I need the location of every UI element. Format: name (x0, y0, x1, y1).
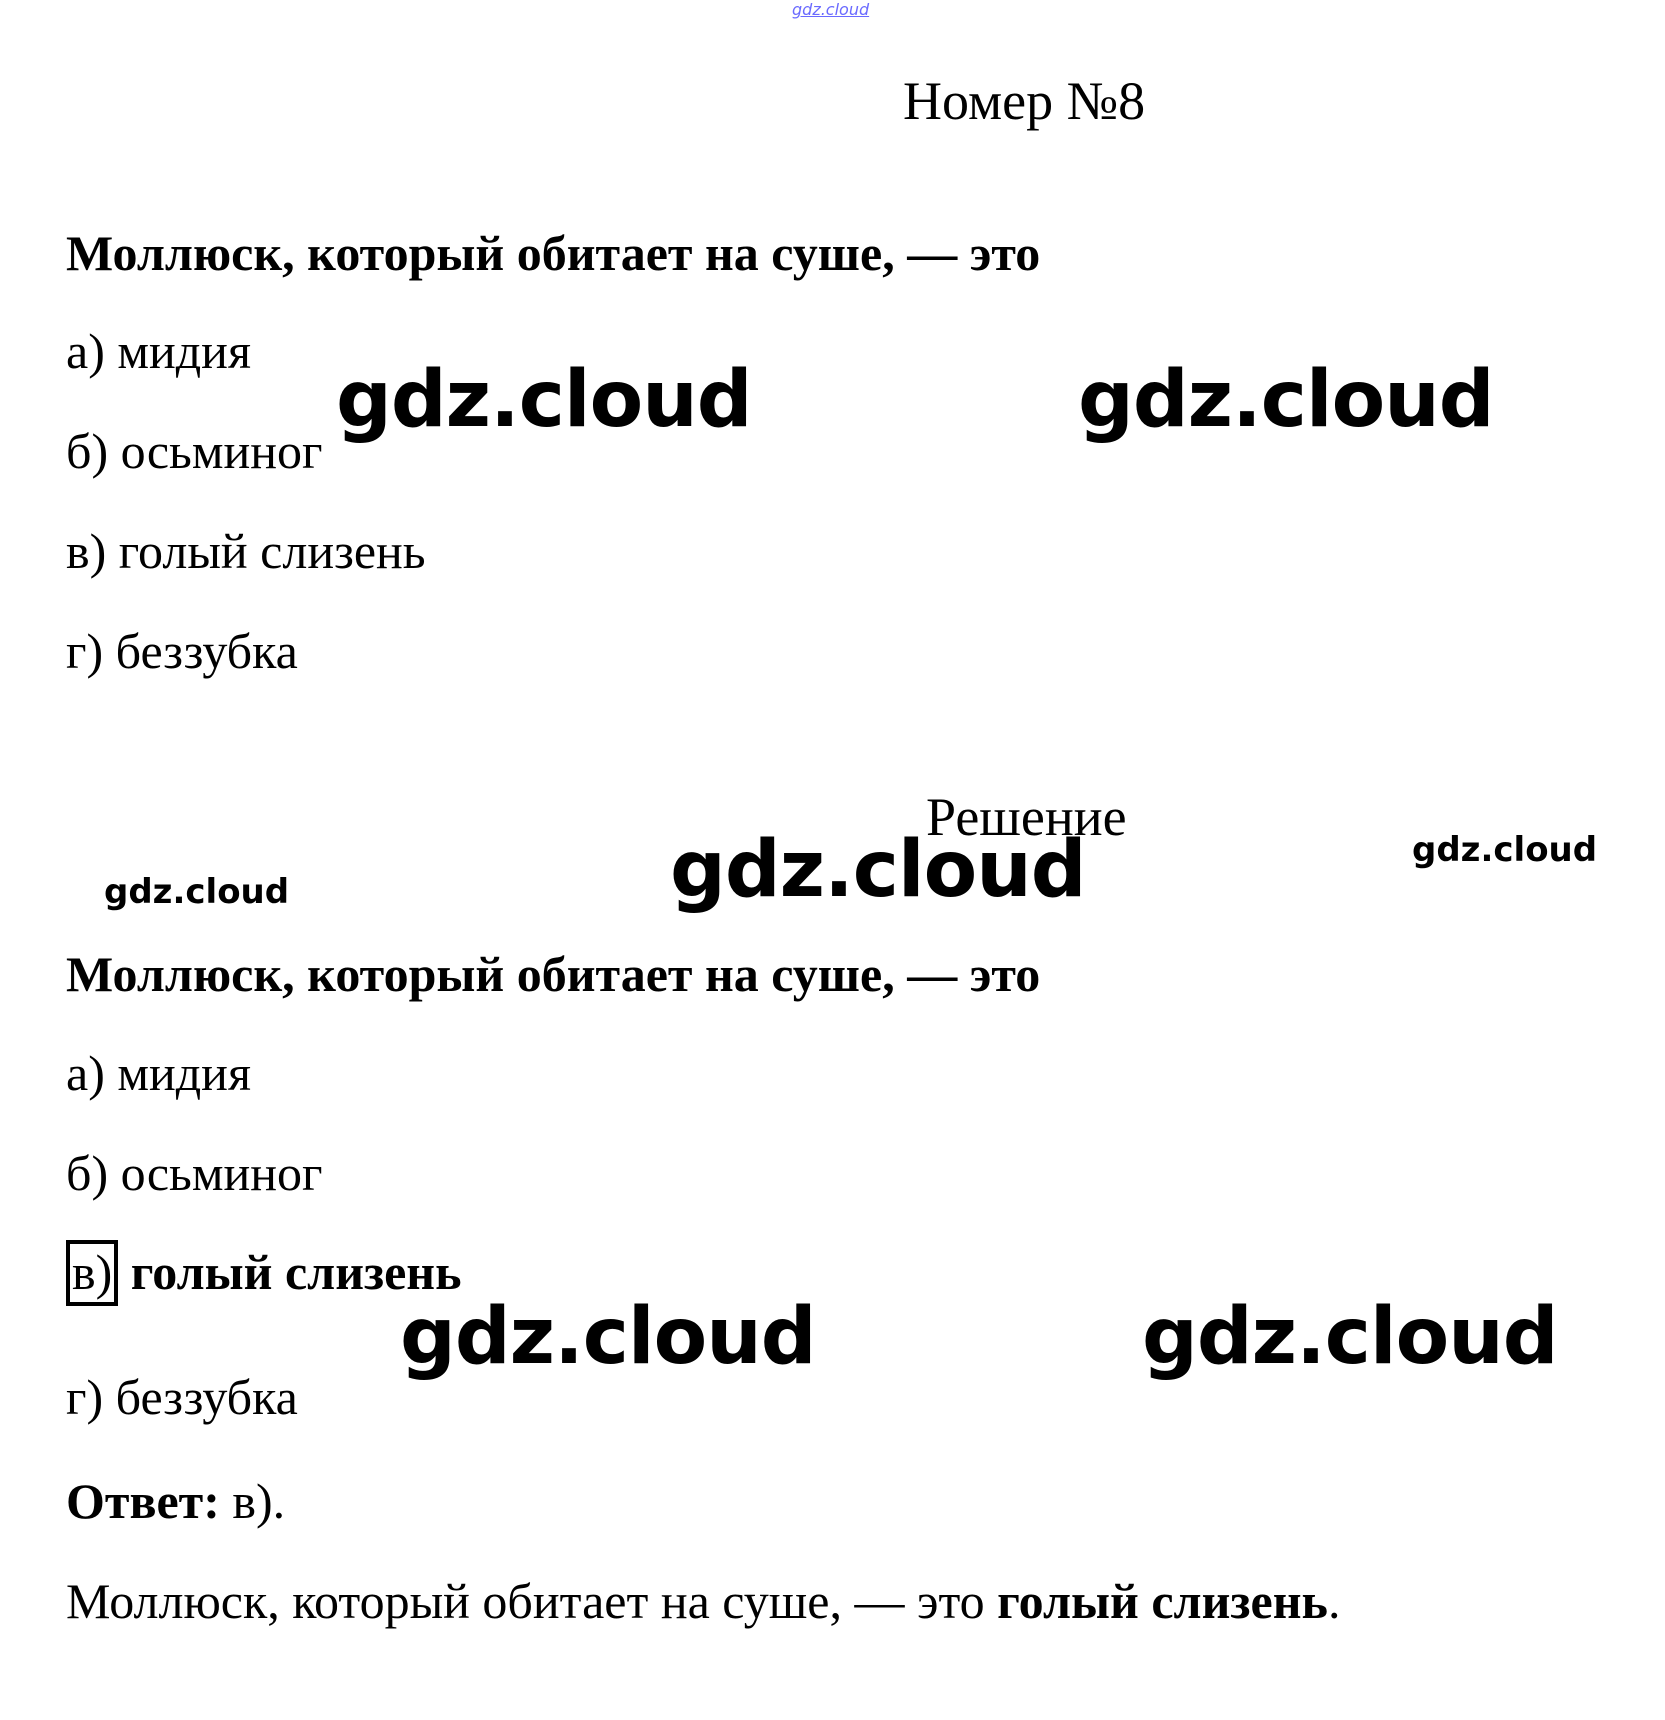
task-question: Моллюск, который обитает на суше, — это (66, 225, 1041, 281)
solution-option-a (66, 1044, 251, 1102)
watermark-4: gdz.cloud (400, 1292, 816, 1382)
option-text: осьминог (120, 1145, 323, 1201)
watermark-top: gdz.cloud (792, 0, 870, 19)
conclusion-suffix: . (1327, 1573, 1341, 1629)
solution-heading: Решение (926, 787, 1127, 847)
solution-option-b (66, 1144, 323, 1202)
page-title: Номер №8 (903, 71, 1146, 131)
option-text: голый слизень (130, 1244, 462, 1300)
option-letter: б) (66, 423, 109, 479)
watermark-small-1: gdz.cloud (104, 872, 290, 912)
task-option-c (66, 522, 426, 580)
conclusion-bold: голый слизень (997, 1573, 1328, 1629)
option-letter: б) (66, 1145, 109, 1201)
selected-letter-box: в) (66, 1240, 118, 1306)
task-option-b (66, 422, 323, 480)
option-text: осьминог (120, 423, 323, 479)
task-option-d (66, 622, 298, 680)
answer-label: Ответ: (66, 1473, 220, 1529)
option-text: голый слизень (118, 523, 426, 579)
solution-option-d (66, 1368, 298, 1426)
option-text: мидия (117, 1045, 251, 1101)
conclusion-line (66, 1572, 1340, 1630)
watermark-1: gdz.cloud (336, 355, 752, 445)
option-letter: г) (66, 1369, 104, 1425)
answer-line (66, 1472, 285, 1530)
option-text: беззубка (115, 623, 298, 679)
answer-value: в). (219, 1473, 286, 1529)
option-letter: а) (66, 323, 105, 379)
solution-question: Моллюск, который обитает на суше, — это (66, 946, 1041, 1002)
option-letter: в) (66, 523, 107, 579)
option-letter: г) (66, 623, 104, 679)
option-text: мидия (117, 323, 251, 379)
watermark-2: gdz.cloud (1078, 355, 1494, 445)
watermark-5: gdz.cloud (1142, 1292, 1558, 1382)
option-letter: а) (66, 1045, 105, 1101)
watermark-3: gdz.cloud (670, 825, 1086, 915)
option-text: беззубка (115, 1369, 298, 1425)
watermark-small-2: gdz.cloud (1412, 830, 1598, 870)
conclusion-prefix: Моллюск, который обитает на суше, — это (66, 1573, 998, 1629)
task-option-a (66, 322, 251, 380)
